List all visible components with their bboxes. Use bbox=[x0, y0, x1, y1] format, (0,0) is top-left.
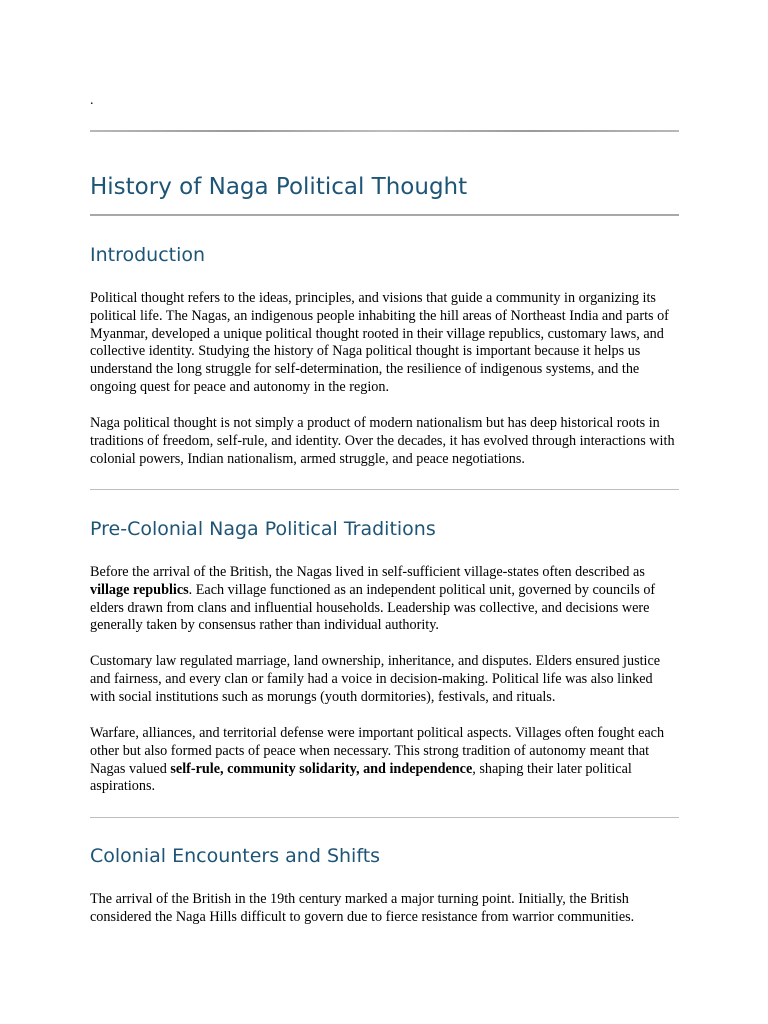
page-title: History of Naga Political Thought bbox=[90, 174, 468, 200]
pre-colonial-paragraph-1: Before the arrival of the British, the Nagas lived in self-sufficient village-states often described as village republics. Each village functioned as an independent political unit, governed by councils of elders drawn from clans and influential households. Leadership was collective, and decisions were generally taken by consensus rather than individual authority. bbox=[90, 564, 656, 634]
intro-paragraph-2: Naga political thought is not simply a product of modern nationalism but has deep historical roots in traditions of freedom, self-rule, and identity. Over the decades, it has evolved through interactions with colonial powers, Indian nationalism, armed struggle, and peace negotiations. bbox=[90, 415, 675, 467]
section-divider bbox=[90, 817, 679, 818]
colonial-paragraph-1: The arrival of the British in the 19th century marked a major turning point. Initially, the British considered the Naga Hills difficult to govern due to fierce resistance from warrior communities. bbox=[90, 891, 635, 925]
pre-colonial-paragraph-2: Customary law regulated marriage, land ownership, inheritance, and disputes. Elders ensured justice and fairness, and every clan or family had a voice in decision-making. Political life was also linked with social institutions such as morungs (youth dormitories), festivals, and rituals. bbox=[90, 653, 661, 705]
section-heading-introduction: Introduction bbox=[90, 244, 206, 266]
pre-colonial-paragraph-3: Warfare, alliances, and territorial defense were important political aspects. Villages often fought each other but also formed pacts of peace when necessary. This strong tradition of autonomy meant that Nagas valued self-rule, community solidarity, and independence, shaping their later political aspirations. bbox=[90, 725, 665, 795]
intro-paragraph-1: Political thought refers to the ideas, principles, and visions that guide a community in organizing its political life. The Nagas, an indigenous people inhabiting the hill areas of Northeast India and parts of Myanmar, developed a unique political thought rooted in their village republics, customary laws, and collective identity. Studying the history of Naga political thought is important because it helps us understand the long struggle for self-determination, the resilience of indigenous systems, and the ongoing quest for peace and autonomy in the region. bbox=[90, 290, 669, 395]
section-divider bbox=[90, 489, 679, 490]
section-heading-colonial: Colonial Encounters and Shifts bbox=[90, 845, 381, 867]
section-heading-pre-colonial: Pre-Colonial Naga Political Traditions bbox=[90, 518, 436, 540]
bold-self-rule: self-rule, community solidarity, and independence bbox=[170, 760, 473, 777]
leading-mark: . bbox=[90, 93, 94, 108]
title-divider bbox=[90, 214, 679, 216]
bold-village-republics: village republics bbox=[90, 581, 189, 598]
top-divider bbox=[90, 130, 679, 132]
